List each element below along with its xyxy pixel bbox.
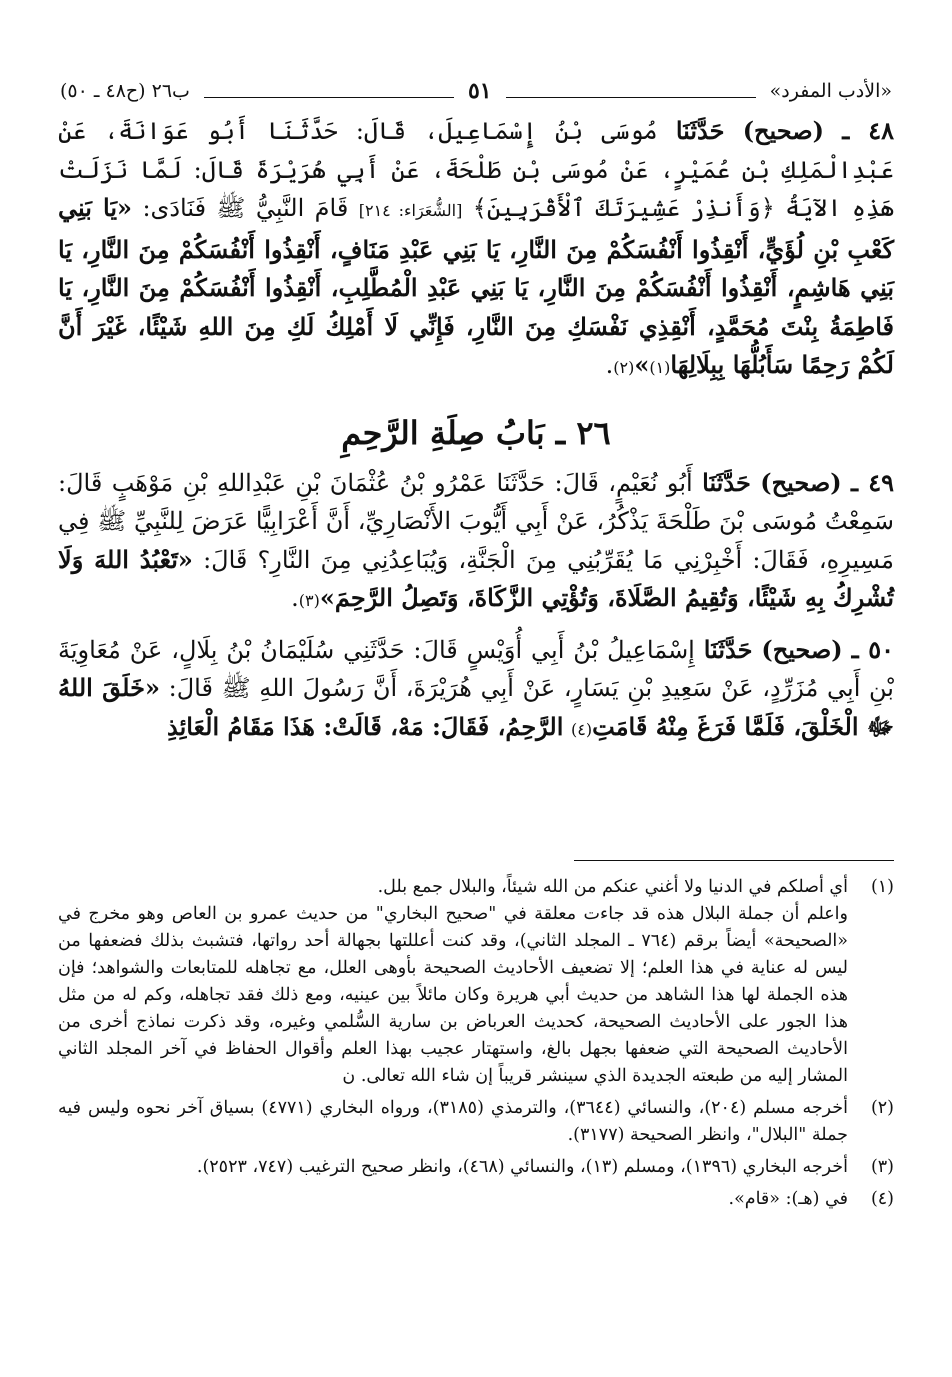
footnote-marker-4: (٤) xyxy=(571,719,593,739)
hadith-number: ٤٨ ـ xyxy=(842,116,894,145)
footnote-1 xyxy=(58,874,894,1090)
footnote-marker-1: (١) xyxy=(649,358,671,377)
haddathana: حَدَّثَنَا xyxy=(675,116,725,145)
footnote-marker-2: (٢) xyxy=(613,358,635,377)
hadith-grade: (صحيح) xyxy=(761,634,843,664)
hadith-number: ٤٩ ـ xyxy=(851,467,894,497)
footnotes xyxy=(58,874,894,1218)
footnote-number: (١) xyxy=(870,877,894,897)
page-header xyxy=(60,76,892,106)
footnote-text: أي أصلكم في الدنيا ولا أغني عنكم من الله شيئاً، والبلال جمع بلل. xyxy=(377,877,848,897)
hadith-48 xyxy=(58,112,894,388)
footnote-4 xyxy=(58,1186,894,1213)
footnote-text: في (هـ): «قام». xyxy=(728,1189,848,1209)
hadith-50 xyxy=(58,631,894,750)
verse-reference: [الشُّعَرَاء: ٢١٤] xyxy=(358,201,463,220)
isnad-text: إِسْمَاعِيلُ بْنُ أَبِي أُوَيْسٍ قَالَ: حَدَّثَنِي سُلَيْمَانُ بْنُ بِلَالٍ، عَنْ مُعَاوِيَةَ بْنِ أَبِي مُزَرِّدٍ، عَنْ سَعِيدِ بْنِ يَسَارٍ، عَنْ أَبِي هُرَيْرَةَ، أَنَّ رَسُولَ اللهِ ﷺ قَالَ: xyxy=(58,635,894,702)
footnote-3 xyxy=(58,1154,894,1181)
footnote-number: (٣) xyxy=(870,1157,894,1177)
hadith-matn: «تَعْبُدُ اللهَ وَلَا تُشْرِكُ بِهِ شَيْئًا، وَتُقِيمُ الصَّلَاةَ، وَتُؤْتِي الزَّكَاةَ، وَتَصِلُ الرَّحِمَ» xyxy=(58,544,894,612)
footnote-text: واعلم أن جملة البلال هذه قد جاءت معلقة في "صحيح البخاري" من حديث عمرو بن العاص وهو مخرج في «الصحيحة» أيضاً برقم (٧٦٤ ـ المجلد الثاني)، وقد كنت أعللتها بجهالة أحد رواتها، فتشبث بذلك فضعفها من ليس له عناية في هذا العلم؛ إلا تضعيف الأحاديث الصحيحة بأوهى العلل، مع تجاهله للمتابعات والشواهد؛ فإن هذه الجملة لها هذا الشاهد من حديث أبي هريرة وكان مائلاً بين عينيه، ومع ذلك فقد تجاهله، وكم له من مثل هذا الجور على الأحاديث الصحيحة، كحديث العرباض بن سارية السُّلمي وغيره، وقد ذكرت نماذج أخرى من الأحاديث الصحيحة التي ضعفها بجهل بالغ، واستهتار عجيب بهذا العلم وأقوال الحفاظ في آخر المجلد الثاني المشار إليه من طبعته الجديدة الذي سينشر قريباً إن شاء الله تعالى. ن xyxy=(58,904,848,1086)
chapter-title: ٢٦ ـ بَابُ صِلَةِ الرَّحِمِ xyxy=(341,413,611,452)
hadith-number: ٥٠ ـ xyxy=(851,634,895,664)
header-rule-left xyxy=(204,97,454,98)
footnote-marker-3: (٣) xyxy=(298,591,320,610)
footnote-2 xyxy=(58,1095,894,1149)
hadith-grade: (صحيح) xyxy=(760,467,842,497)
hadith-matn-b: الرَّحِمُ، فَقَالَ: مَهْ، قَالَتْ: هَذَا مَقَامُ الْعَائِذِ xyxy=(167,711,564,741)
footnote-text: أخرجه مسلم (٢٠٤)، والنسائي (٣٦٤٤)، والترمذي (٣١٨٥)، ورواه البخاري (٤٧٧١) بسياق آخر نحوه وليس فيه جملة "البلال"، وانظر الصحيحة (٣١٧٧). xyxy=(58,1098,848,1145)
hadith-matn-a: «خَلَقَ اللهُ ﷻ الْخَلْقَ، فَلَمَّا فَرَغَ مِنْهُ قَامَتِ xyxy=(58,673,894,741)
haddathana: حَدَّثَنَا xyxy=(703,634,753,664)
hadith-49 xyxy=(58,464,894,621)
chapter-hadith-range: ب٢٦ (ح٤٨ ـ ٥٠) xyxy=(59,80,190,102)
hadith-grade: (صحيح) xyxy=(742,116,825,145)
period: . xyxy=(605,351,614,379)
page-number: ٥١ xyxy=(467,78,492,104)
footnote-text: أخرجه البخاري (١٣٩٦)، ومسلم (١٣)، والنسائي (٤٦٨)، وانظر صحيح الترغيب (٧٤٧، ٢٥٢٣). xyxy=(196,1157,848,1177)
footnote-divider xyxy=(574,860,894,861)
isnad-text: مُوسَى بْنُ إِسْمَاعِيلَ، قَالَ: حَدَّثَنَا أَبُو عَوَانَةَ، عَنْ عَبْدِالْمَلِكِ بْنِ عُمَيْرٍ، عَنْ مُوسَى بْنِ طَلْحَةَ، عَنْ أَبِي هُرَيْرَةَ قَالَ: لَمَّا نَزَلَتْ هَذِهِ الآيَةُ ﴿وَأَنذِرْ عَشِيرَتَكَ ٱلْأَقْرَبِينَ﴾ xyxy=(58,117,895,222)
footnote-number: (٤) xyxy=(870,1189,894,1209)
footnote-number: (٢) xyxy=(870,1098,894,1118)
haddathana: حَدَّثَنَا xyxy=(702,467,751,497)
isnad-text-2: قَامَ النَّبِيُّ ﷺ فَنَادَى: xyxy=(142,194,349,222)
header-rule-right xyxy=(506,97,756,98)
main-text xyxy=(58,112,894,749)
book-title: «الأدب المفرد» xyxy=(769,80,892,102)
matn-close-quote: » xyxy=(634,350,650,379)
period: . xyxy=(291,584,299,612)
hadith-matn: «يَا بَنِي كَعْبِ بْنِ لُؤَيٍّ، أَنْقِذُوا أَنْفُسَكُمْ مِنَ النَّارِ، يَا بَنِي عَبْدِ مَنَافٍ، أَنْقِذُوا أَنْفُسَكُمْ مِنَ النَّارِ، يَا بَنِي هَاشِمٍ، أَنْقِذُوا أَنْفُسَكُمْ مِنَ النَّارِ، يَا بَنِي عَبْدِ الْمُطَّلِبِ، أَنْقِذُوا أَنْفُسَكُمْ مِنَ النَّارِ، يَا فَاطِمَةُ بِنْتَ مُحَمَّدٍ، أَنْقِذِي نَفْسَكِ مِنَ النَّارِ، فَإِنِّي لَا أَمْلِكُ لَكِ مِنَ اللهِ شَيْئًا، غَيْرَ أَنَّ لَكُمْ رَحِمًا سَأَبُلُّهَا بِبِلَالِهَا xyxy=(58,193,894,379)
isnad-text: أَبُو نُعَيْمٍ، قَالَ: حَدَّثَنَا عَمْرُو بْنُ عُثْمَانَ بْنِ عَبْدِاللهِ بْنِ مَوْهَبٍ قَالَ: سَمِعْتُ مُوسَى بْنَ طَلْحَةَ يَذْكُرُ، عَنْ أَبِي أَيُّوبَ الأَنْصَارِيِّ، أَنَّ أَعْرَابِيًّا عَرَضَ لِلنَّبِيِّ ﷺ فِي مَسِيرِهِ، فَقَالَ: أَخْبِرْنِي مَا يُقَرِّبُنِي مِنَ الْجَنَّةِ، وَيُبَاعِدُنِي مِنَ النَّارِ؟ قَالَ: xyxy=(58,468,894,574)
